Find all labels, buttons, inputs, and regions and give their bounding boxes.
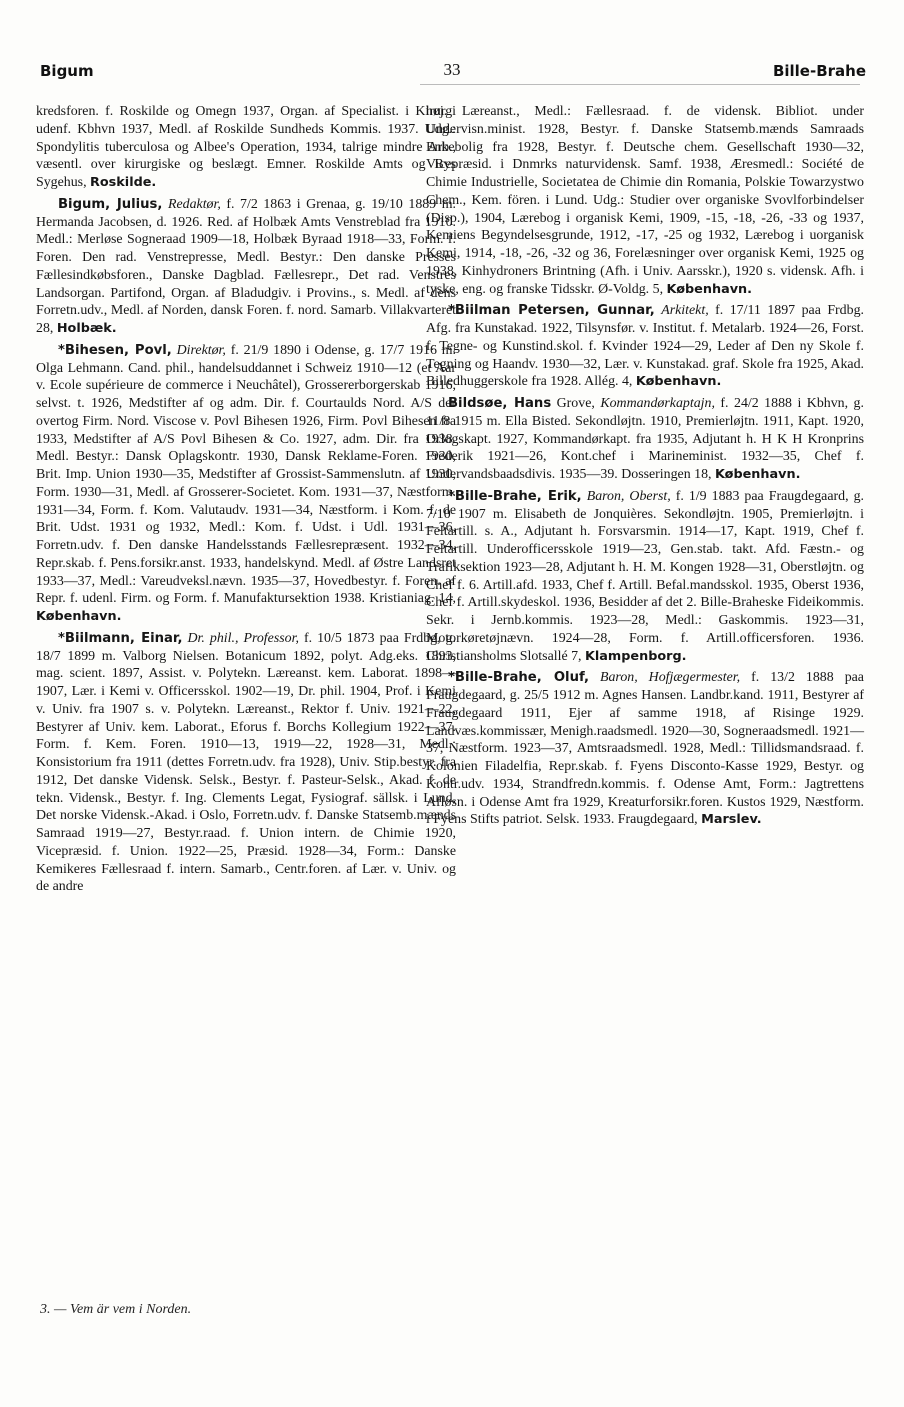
entry-text: f. 1/9 1883 paa Fraugdegaard, g. 7/10 1907 m. Elisabeth de Jonquières. Sekondløjtn. 1905, Premierløjtn. i Feltartill. s. A., Adjutant h. Forsvarsmin. 1914—17, Kapt. 1919, Chef f. Feltartill. Underofficersskole 1919—23, Gen.stab. takt. Afd. Fæstn.- og Trafiksektion 1923—28, Adjutant h. H. M. Kongen 1928—31, Oberstløjtn. og Chef f. 6. Artill.afd. 1933, Chef f. Artill. Befal.mandsskol. 1935, Oberst 1936, Chef f. Artill.skydeskol. 1936, Besidder af det 2. Bille-Braheske Fideikommis. Sekr. i Jernb.kommis. 1923—28, Medl.: Gaskommis. 1923—31, Motorkøretøjnævn. 1924—28, Form. f. Artill.officersforen. 1936. Christiansholms Slotsallé 7, xyxy=(426,488,864,664)
biography-entry xyxy=(36,196,456,338)
entry-address: Holbæk. xyxy=(56,321,117,336)
entry-text: f. 21/9 1890 i Odense, g. 17/7 1916 m. Olga Lehmann. Cand. phil., handelsuddannet i Schweiz 1910—12 (et Aar v. Ecole supérieure de commerce i Neuchâtel), Grossererborgerskab 1916, selvst. t. 1926, Medstifter af og adm. Dir. f. Courtaulds Nord. A/S der overtog Firm. Nord. Viscose v. Povl Bihesen 1926, Firm. Povl Bihesen fra 1933, Medstifter af A/S Povl Bihesen & Co. 1927, adm. Dir. fra 1938. Medl. Bestyr.: Dansk Oplagskontr. 1930, Dansk Reklame-Foren. 1930, Brit. Imp. Union 1930—35, Medstifter af Grossist-Sammenslutn. af 1930, Form. 1930—31, Medl. af Grosserer-Societet. Kom. 1931—37, Næstform. 1931—34, Form. f. Kom. Valutaudv. 1931—34, Næstform. i Kom. f. de Brit. Udst. 1931 og 1932, Medl.: Kom. f. Udst. i Udl. 1931—36, Forretn.udv. f. Den danske Handelsstands Fællesrepræsent. 1932—34, Repr.skab. f. Pens.forsikr.anst. 1933, handelskynd. Medl. af Østre Landsret 1933—37, Medl.: Vareudveksl.nævn. 1935—37, Hovedbestyr. f. Foren. af Repr. f. udenl. Firm. og Form. f. Manufaktursektion 1938. Kristianiag. 14, xyxy=(36,342,457,607)
continuation-entry xyxy=(426,103,864,298)
entry-address: Klampenborg. xyxy=(584,648,687,664)
entry-headword: Bildsøe, Hans xyxy=(448,396,552,411)
entry-address: København. xyxy=(635,374,722,390)
entry-role: Arkitekt, xyxy=(661,303,709,319)
continuation-entry xyxy=(36,103,456,192)
entry-role: Dr. phil., Professor, xyxy=(187,630,299,646)
entry-role: Baron, Hofjægermester, xyxy=(600,670,741,686)
entry-text: høj. Læreanst., Medl.: Fællesraad. f. de vidensk. Bibliot. under Undervisn.minist. 1928, Bestyr. f. Danske Statsemb.mænds Samraads Enkebolig fra 1928, Bestyr. f. Deutsche chem. Gesellschaft 1930—32, Vicepræsid. i Dnmrks naturvidensk. Samf. 1938, Æresmedl.: Société de Chimie Industrielle, Societatea de Chimie din Romania, Polskie Towarzystwo Chem., Kem. fören. i Lund. Udg.: Studier over organiske Svovlforbindelser (Disp.), 1904, Lærebog i organisk Kemi, 1909, -15, -18, -26, -33 og 1937, Kemiens Begyndelsesgrunde, 1912, -17, -25 og 1932, Lærebog i uorganisk Kemi, 1914, -18, -26, -32 og 36, Forelæsninger over organisk Kemi, 1925 og 1938, Kinhydroners Brintning (Afh. i Univ. Aarsskr.), 1920 s. vidensk. Afh. i tyske, eng. og franske Tidsskr. Ø-Voldg. 5, xyxy=(426,104,864,297)
left-column xyxy=(36,103,456,900)
entry-address: København. xyxy=(714,467,801,482)
entry-text: f. 17/11 1897 paa Frdbg. Afg. fra Kunstakad. 1922, Tilsynsfør. v. Institut. f. Metalarb. 1924—26, Forst. f. Tegne- og Kunstind.skol. f. Kvinder 1924—29, Leder af Den ny Skole f. Tegning og Haandv. 1930—32, Lær. v. Kunstakad. graf. Skole fra 1925, Akad. Billedhuggerskole fra 1928. Allég. 4, xyxy=(426,303,864,390)
right-column xyxy=(426,103,864,833)
entry-address: Roskilde. xyxy=(90,175,157,190)
entry-headword: *Biilmann, Einar, xyxy=(58,630,183,646)
entry-role: Baron, Oberst, xyxy=(586,488,671,504)
entry-headword: Bigum, Julius, xyxy=(58,196,163,212)
entry-text: f. 24/2 1888 i Kbhvn, g. 11/8 1915 m. Ella Bisted. Sekondløjtn. 1910, Premierløjtn. 1911, Kapt. 1920, Orlogskapt. 1927, Kommandørkapt. fra 1935, Adjutant h. H K H Kronprins Frederik 1921—26, Kont.chef i Marineminist. 1932—35, Chef f. Undervandsbaadsdivis. 1935—39. Dosseringen 18, xyxy=(426,396,864,482)
page-number: 33 xyxy=(443,60,461,79)
entry-headword: *Bille-Brahe, Oluf, xyxy=(448,670,589,686)
entry-address: København. xyxy=(36,609,122,624)
biography-entry xyxy=(426,302,864,391)
running-head-right: Bille-Brahe xyxy=(772,62,866,80)
entry-address: København. xyxy=(666,281,753,297)
biography-entry xyxy=(426,488,864,666)
entry-headword: *Biilman Petersen, Gunnar, xyxy=(448,303,655,319)
biography-entry xyxy=(426,395,864,484)
entry-text: f. 13/2 1888 paa Fraugdegaard, g. 25/5 1912 m. Agnes Hansen. Landbr.kand. 1911, Bestyrer af Fraugdegaard 1911, Ejer af samme 1918, af Risinge 1929. Landvæs.kommissær, Menigh.raadsmedl. 1920—30, Sogneraadsmedl. 1921—37, Næstform. 1923—37, Amtsraadsmedl. 1928, Medl.: Tillidsmandsraad. f. Kolonien Filadelfia, Repr.skab. f. Fyens Disconto-Kasse 1929, Bestyr. og Kontr.udv. 1934, Strandfredn.kommis. f. Odense Amt, Form.: Jagtrettens Afløsn. i Odense Amt fra 1929, Kreaturforsikr.foren. Kustos 1929, Næstform. i Fyens Stifts patriot. Selsk. 1933. Fraugdegaard, xyxy=(426,670,864,828)
entry-given-names: Grove, xyxy=(551,396,601,411)
entry-role: Kommandørkaptajn, xyxy=(600,396,715,411)
entry-headword: *Bille-Brahe, Erik, xyxy=(448,488,582,504)
entry-role: Direktør, xyxy=(176,342,226,358)
biography-entry xyxy=(426,669,864,829)
entry-text: f. 10/5 1873 paa Frdbg, g. 18/7 1899 m. Valborg Nielsen. Botanicum 1892, polyt. Adg.eks. 1893, mag. scient. 1897, Assist. v. Polytekn. Læreanst. kem. Laborat. 1898—1907, Lær. i Kemi v. Officersskol. 1902—19, Dr. phil. 1904, Prof. i Kemi v. Univ. fra 1907 s. v. Polytekn. Læreanst., Rektor f. Univ. 1921—22, Bestyrer af Univ. kem. Laborat., Eforus f. Borchs Kollegium 1922—37. Form. f. Kem. Foren. 1910—13, 1919—22, 1928—31, Medl.: Konsistorium fra 1911 (dettes Forretn.udv. fra 1928), Univ. Stip.bestyr. fra 1912, Det danske Vidensk. Selsk., Bestyr. f. Pasteur-Selsk., Akad. f. de tekn. Vidensk., Bestyr. f. Ing. Clements Legat, Fysiograf. sällsk. i Lund, Det norske Vidensk.-Akad. i Oslo, Forretn.udv. f. Danske Statsemb.mænds Samraad 1919—27, Bestyr.raad. f. Union intern. de Chimie 1920, Vicepræsid. f. Union. 1922—25, Præsid. 1928—34, Form.: Danske Kemikeres Fællesraad f. intern. Samarb., Centr.foren. af Lær. v. Univ. og de andre xyxy=(36,630,456,895)
entry-headword: *Bihesen, Povl, xyxy=(58,342,172,358)
entry-text: f. 7/2 1863 i Grenaa, g. 19/10 1889 m. Hermanda Jacobsen, d. 1926. Red. af Holbæk Amts Venstreblad fra 1910. Medl.: Merløse Sogneraad 1909—18, Holbæk Byraad 1918—33, Form. f. Foren. Den rad. Venstrepresse, Medl. Bestyr.: Den danske Presses Fællesindkøbsforen., Danske Dagblad. Fællesrepr., Det rad. Venstres Landsorgan. Partifond, Organ. af Bladudgiv. i Provins., s. Medl. af dens Forretn.udv., Medl. af Norden, dansk Foren. f. nord. Samarb. Villakvarteret 28, xyxy=(36,196,457,336)
biography-entry xyxy=(36,630,456,896)
header-rule xyxy=(420,84,860,85)
page-footnote: 3. — Vem är vem i Norden. xyxy=(40,1302,192,1317)
running-head-left: Bigum xyxy=(40,62,94,80)
entry-address: Marslev. xyxy=(701,812,762,828)
entry-role: Redaktør, xyxy=(167,196,221,212)
entry-text: kredsforen. f. Roskilde og Omegn 1937, Organ. af Specialist. i Kirurgi udenf. Kbhvn 1937, Medl. af Roskilde Sundheds Kommis. 1937. Udg.: Spondylitis tuberculosa og Albee's Operation, 1934, talrige mindre Arb., væsentl. over kirurgiske og beslægt. Emner. Roskilde Amts og Bys Sygehus, xyxy=(36,104,456,190)
biography-entry xyxy=(36,342,456,626)
